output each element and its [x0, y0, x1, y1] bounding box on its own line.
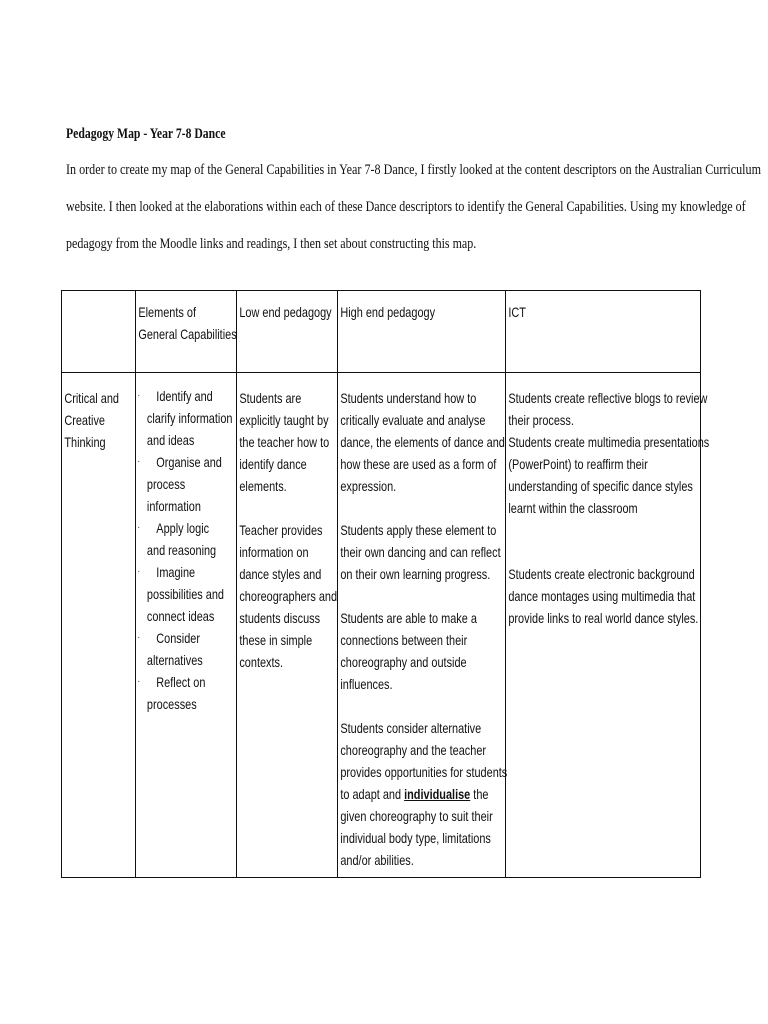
- high-end-paragraph-line: given choreography to suit their: [340, 808, 493, 824]
- high-end-paragraph-line: connections between their: [340, 632, 468, 648]
- high-end-paragraph-line: and/or abilities.: [340, 852, 414, 868]
- capability-line: clarify information: [146, 410, 233, 426]
- capability-line: Organise and: [156, 454, 222, 470]
- row-label-line: Thinking: [64, 434, 106, 450]
- header-cell-ict: [506, 291, 701, 373]
- ict-paragraph-line: their process.: [508, 412, 574, 428]
- low-end-paragraph-line: Students are: [239, 390, 302, 406]
- capability-line: Apply logic: [156, 520, 210, 536]
- low-end-paragraph-line: Teacher provides: [239, 522, 323, 538]
- capability-item: [136, 627, 214, 671]
- capability-line: process: [146, 476, 186, 492]
- header-cell-empty: [62, 291, 136, 373]
- header-elements-line: Elements of: [138, 304, 197, 320]
- bullet-icon: ·: [137, 456, 141, 467]
- ict-paragraph: [508, 563, 699, 629]
- header-cell-elements: [136, 291, 237, 373]
- high-end-paragraph-line: how these are used as a form of: [340, 456, 497, 472]
- high-end-paragraph-line: influences.: [340, 676, 393, 692]
- low-end-paragraph-line: information on: [239, 544, 309, 560]
- low-end-cell: [237, 373, 338, 878]
- capability-line: and ideas: [146, 432, 195, 448]
- header-ict-text: ICT: [508, 304, 526, 320]
- capabilities-cell: [136, 373, 237, 878]
- bullet-icon: ·: [137, 390, 141, 401]
- intro-line-2: website. I then looked at the elaborations within each of these Dance descriptors to identify the General Capabilities. Using my knowledge of: [66, 199, 746, 215]
- paragraph-gap: [340, 585, 468, 607]
- capability-line: and reasoning: [146, 542, 217, 558]
- high-end-paragraph-line: choreography and the teacher: [340, 742, 487, 758]
- low-end-paragraph-line: choreographers and: [239, 588, 338, 604]
- low-end-paragraph-line: the teacher how to: [239, 434, 330, 450]
- header-elements-line: General Capabilities: [138, 326, 237, 342]
- emphasized-word: individualise: [404, 786, 471, 802]
- emphasis-suffix: the: [470, 786, 489, 802]
- high-end-paragraph: [340, 519, 501, 585]
- high-end-paragraph-line: their own dancing and can reflect: [340, 544, 501, 560]
- high-end-paragraph-line: choreography and outside: [340, 654, 467, 670]
- capability-item: [136, 451, 222, 517]
- header-cell-low-end: [237, 291, 338, 373]
- high-end-paragraph-line: dance, the elements of dance and: [340, 434, 505, 450]
- high-end-content: [338, 373, 508, 871]
- high-end-cell: [338, 373, 506, 878]
- high-end-paragraph: [340, 607, 477, 695]
- bullet-icon: ·: [137, 522, 141, 533]
- capability-item: [136, 385, 233, 451]
- ict-paragraph-line: learnt within the classroom: [508, 500, 638, 516]
- intro-line-1: In order to create my map of the General Capabilities in Year 7-8 Dance, I firstly looked at the content descriptors on the Australian Curriculum: [66, 162, 761, 178]
- capability-item: [136, 671, 214, 715]
- low-end-paragraph-line: elements.: [239, 478, 287, 494]
- ict-paragraph-line: understanding of specific dance styles: [508, 478, 693, 494]
- bullet-icon: ·: [137, 566, 141, 577]
- ict-paragraph-line: dance montages using multimedia that: [508, 588, 696, 604]
- row-label-line: Critical and: [64, 390, 119, 406]
- header-cell-high-end: [338, 291, 506, 373]
- paragraph-gap: [340, 695, 468, 717]
- high-end-paragraph-line: individual body type, limitations: [340, 830, 491, 846]
- paragraph-gap: [239, 497, 315, 519]
- ict-paragraph-line: Students create electronic background: [508, 566, 695, 582]
- capability-line: connect ideas: [146, 608, 215, 624]
- bullet-icon: ·: [137, 676, 141, 687]
- high-end-paragraph-line: [340, 783, 489, 805]
- capability-line: possibilities and: [146, 586, 225, 602]
- capability-line: Consider: [156, 630, 200, 646]
- low-end-paragraph-line: students discuss: [239, 610, 321, 626]
- ict-content: [506, 373, 710, 629]
- low-end-paragraph: [239, 519, 338, 673]
- high-end-paragraph: [340, 387, 505, 497]
- ict-paragraph-line: Students create reflective blogs to review: [508, 390, 708, 406]
- high-end-paragraph-line: Students consider alternative: [340, 720, 482, 736]
- low-end-paragraph-line: dance styles and: [239, 566, 322, 582]
- low-end-content: [237, 373, 338, 673]
- ict-paragraph: [508, 387, 710, 519]
- high-end-paragraph-line: expression.: [340, 478, 397, 494]
- table-header-row: [62, 291, 701, 373]
- capability-line: alternatives: [146, 652, 203, 668]
- low-end-paragraph-line: explicitly taught by: [239, 412, 329, 428]
- pedagogy-map-table: [61, 290, 710, 878]
- table-row: [62, 373, 701, 878]
- header-high-end-text: High end pedagogy: [340, 304, 436, 320]
- ict-paragraph-line: Students create multimedia presentations: [508, 434, 710, 450]
- header-low-end-text: Low end pedagogy: [239, 304, 332, 320]
- document-title: Pedagogy Map - Year 7-8 Dance: [66, 126, 226, 142]
- high-end-paragraph: [340, 717, 508, 871]
- paragraph-gap: [340, 497, 468, 519]
- capability-line: Imagine: [156, 564, 196, 580]
- emphasis-prefix: to adapt and: [340, 786, 405, 802]
- row-label-cell: [62, 373, 136, 878]
- capability-line: Reflect on: [156, 674, 206, 690]
- low-end-paragraph-line: these in simple: [239, 632, 313, 648]
- paragraph-gap: [508, 519, 657, 563]
- row-label-line: Creative: [64, 412, 106, 428]
- intro-line-3: pedagogy from the Moodle links and readings, I then set about constructing this map.: [66, 236, 477, 252]
- capability-item: [136, 561, 225, 627]
- capability-line: Identify and: [156, 388, 213, 404]
- low-end-paragraph: [239, 387, 330, 497]
- high-end-paragraph-line: provides opportunities for students: [340, 764, 508, 780]
- high-end-paragraph-line: Students are able to make a: [340, 610, 477, 626]
- capability-line: processes: [146, 696, 197, 712]
- high-end-paragraph-line: Students apply these element to: [340, 522, 497, 538]
- capability-line: information: [146, 498, 201, 514]
- high-end-paragraph-line: critically evaluate and analyse: [340, 412, 486, 428]
- low-end-paragraph-line: contexts.: [239, 654, 284, 670]
- low-end-paragraph-line: identify dance: [239, 456, 307, 472]
- ict-paragraph-line: (PowerPoint) to reaffirm their: [508, 456, 648, 472]
- high-end-paragraph-line: on their own learning progress.: [340, 566, 491, 582]
- ict-paragraph-line: provide links to real world dance styles.: [508, 610, 699, 626]
- high-end-paragraph-line: Students understand how to: [340, 390, 477, 406]
- bullet-icon: ·: [137, 632, 141, 643]
- ict-cell: [506, 373, 710, 878]
- capability-item: [136, 517, 217, 561]
- capabilities-list: [136, 373, 233, 715]
